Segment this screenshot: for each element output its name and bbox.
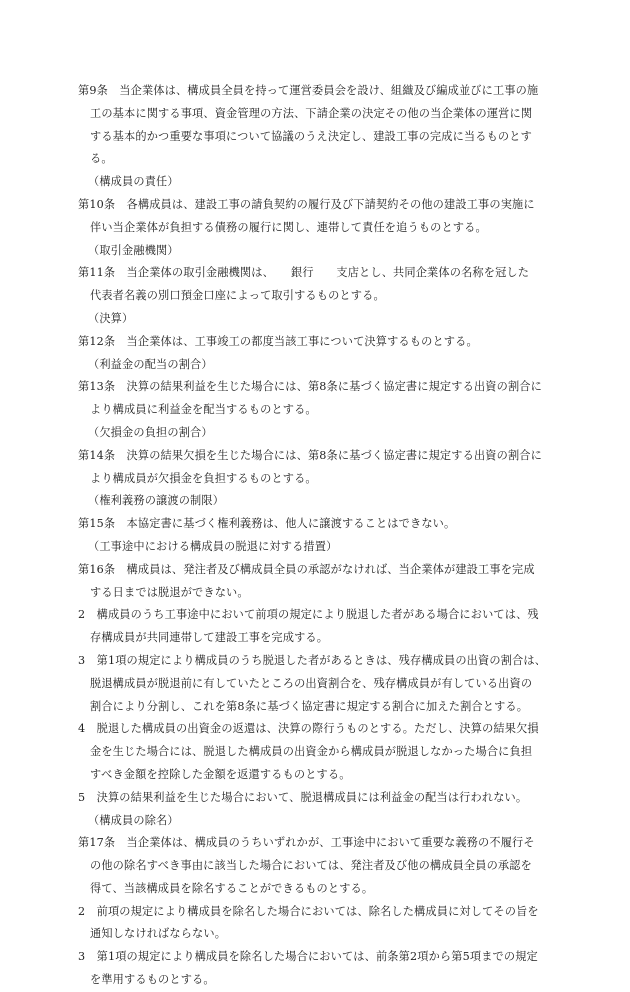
text-line: 第16条 構成員は、発注者及び構成員全員の承認がなければ、当企業体が建設工事を完成 xyxy=(78,562,535,576)
text-line: 第11条 当企業体の取引金融機関は、 銀行 支店とし、共同企業体の名称を冠した xyxy=(78,266,530,280)
text-line: 第14条 決算の結果欠損を生じた場合には、第8条に基づく協定書に規定する出資の割合に xyxy=(78,448,542,462)
section-heading: （権利義務の譲渡の制限） xyxy=(88,494,225,508)
text-line: 第10条 各構成員は、建設工事の請負契約の履行及び下請契約その他の建設工事の実施に xyxy=(78,197,535,211)
text-line: を準用するものとする。 xyxy=(90,973,215,987)
text-line: する基本的かつ重要な事項について協議のうえ決定し、建設工事の完成に当るものとす xyxy=(90,129,532,143)
text-line: 通知しなければならない。 xyxy=(90,927,227,941)
section-heading: （工事途中における構成員の脱退に対する措置） xyxy=(88,539,338,553)
text-line: 伴い当企業体が負担する債務の履行に関し、連帯して責任を追うものとする。 xyxy=(90,220,487,234)
text-line: 脱退構成員が脱退前に有していたところの出資割合を、残存構成員が有している出資の xyxy=(90,676,533,690)
text-line: 金を生じた場合には、脱退した構成員の出資金から構成員が脱退しなかった場合に負担 xyxy=(90,745,533,759)
text-line: 第9条 当企業体は、構成員全員を持って運営委員会を設け、組織及び編成並びに工事の施 xyxy=(78,84,539,97)
text-line: 3 第1項の規定により構成員を除名した場合においては、前条第2項から第5項までの規定 xyxy=(78,950,538,964)
section-heading: （構成員の責任） xyxy=(88,175,179,189)
text-line: 2 前項の規定により構成員を除名した場合においては、除名した構成員に対してその旨を xyxy=(78,904,539,918)
section-heading: （欠損金の負担の割合） xyxy=(88,425,213,439)
text-line: 第15条 本協定書に基づく権利義務は、他人に譲渡することはできない。 xyxy=(78,517,456,531)
text-line: する日までは脱退ができない。 xyxy=(90,585,249,599)
text-line: 第13条 決算の結果利益を生じた場合には、第8条に基づく協定書に規定する出資の割合に xyxy=(78,380,542,394)
text-line: 5 決算の結果利益を生じた場合において、脱退構成員には利益金の配当は行われない。 xyxy=(78,790,528,804)
text-line: すべき金額を控除した金額を返還するものとする。 xyxy=(90,767,351,781)
text-line: 存構成員が共同連帯して建設工事を完成する。 xyxy=(90,631,329,645)
text-line: の他の除名すべき事由に該当した場合においては、発注者及び他の構成員全員の承認を xyxy=(90,859,532,873)
text-line: 3 第1項の規定により構成員のうち脱退した者があるときは、残存構成員の出資の割合は、 xyxy=(78,653,547,667)
text-line: 工の基本に関する事項、資金管理の方法、下請企業の決定その他の当企業体の運営に関 xyxy=(90,106,533,120)
text-line: る。 xyxy=(90,152,113,166)
text-line: より構成員に利益金を配当するものとする。 xyxy=(90,403,317,417)
text-line: 第12条 当企業体は、工事竣工の都度当該工事について決算するものとする。 xyxy=(78,334,478,348)
section-heading: （決算） xyxy=(88,311,134,325)
section-heading: （構成員の除名） xyxy=(88,813,179,827)
text-line: 第17条 当企業体は、構成員のうちいずれかが、工事途中において重要な義務の不履行そ xyxy=(78,836,535,850)
section-heading: （利益金の配当の割合） xyxy=(88,357,213,371)
text-line: 4 脱退した構成員の出資金の返還は、決算の際行うものとする。ただし、決算の結果欠損 xyxy=(78,722,539,736)
text-line: 2 構成員のうち工事途中において前項の規定により脱退した者がある場合においては、残 xyxy=(78,608,539,622)
document-body xyxy=(78,80,566,992)
text-line: より構成員が欠損金を負担するものとする。 xyxy=(90,471,317,485)
text-line: 割合により分割し、これを第8条に基づく協定書に規定する割合に加えた割合とする。 xyxy=(90,699,529,713)
section-heading: （取引金融機関） xyxy=(88,243,179,257)
text-line: 代表者名義の別口預金口座によって取引するものとする。 xyxy=(90,289,385,303)
text-line: 得て、当該構成員を除名することができるものとする。 xyxy=(90,881,374,895)
